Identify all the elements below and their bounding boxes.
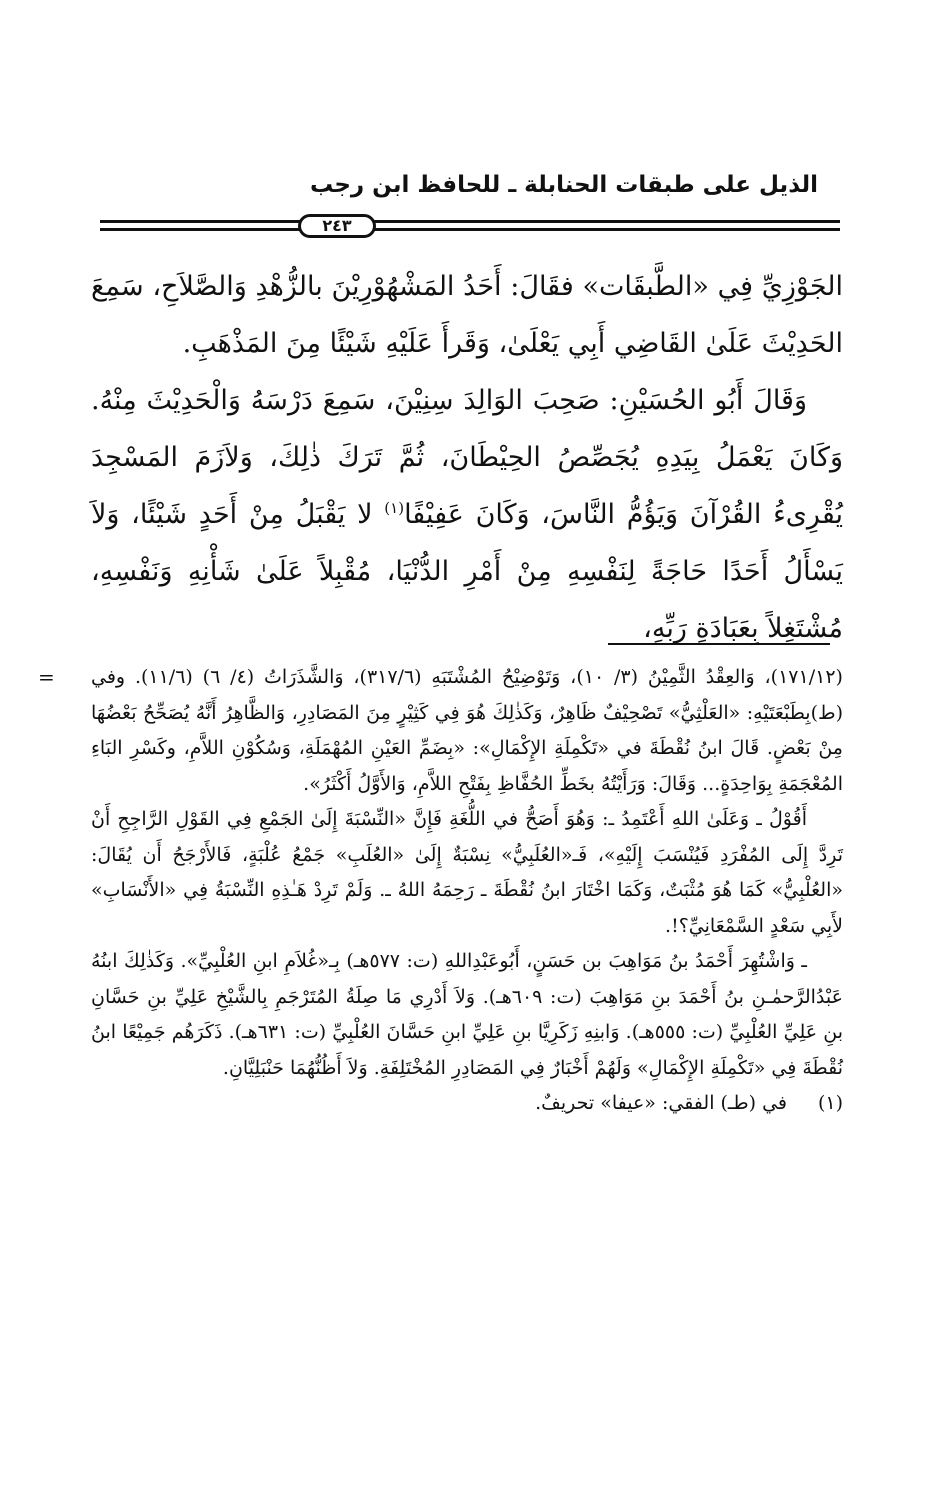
page-number: ٢٤٣	[298, 214, 376, 238]
footnote-separator	[608, 643, 830, 645]
footnote-reference: (١)	[384, 499, 405, 517]
continuation-marker: =	[38, 665, 55, 689]
header-rule	[100, 214, 840, 238]
footnote-note-text: في (طـ) الفقي: «عيفا» تحريفٌ.	[535, 1092, 787, 1114]
main-paragraph: الجَوْزِيِّ فِي «الطَّبقَات» فقَالَ: أَحَدُ المَشْهُوْرِيْنَ بالزُّهْدِ وَالصَّلاَحِ، سَمِعَ الحَدِيْثَ عَلَىٰ القَاضِي أَبِي يَعْلَىٰ، وَقَرأَ عَلَيْهِ شَيْئًا مِنَ المَذْهَبِ.	[91, 271, 843, 359]
footnote-number: (١)	[817, 1092, 843, 1114]
rule-line	[100, 220, 840, 223]
footnote-paragraph: (١٧١/١٢)، وَالعِقْدُ الثَّمِيْنُ (٣/ ١٠)، وَتَوْضِيْحُ المُشْتَبَهِ (٣١٧/٦)، وَالشَّذَرَاتُ (٤/ ٦) (١١/٦). وفي (ط)بِطَبْعَتَيْهِ: «العَلْثِيُّ» تَصْحِيْفٌ ظَاهِرٌ، وَكَذٰلِكَ هُوَ فِي كَثِيْرٍ مِنَ المَصَادِرِ، وَالظَّاهِرُ أَنَّهُ يُصَحِّحُ بَعْضُهَا مِنْ بَعْضٍ. قَالَ ابنُ نُقْطَةَ في «تَكْمِلَةِ الإِكْمَالِ»: «بِضَمِّ العَيْنِ المُهْمَلَةِ، وَسُكُوْنِ اللاَّمِ، وكَسْرِ البَاءِ المُعْجَمَةِ بِوَاحِدَةٍ... وَقَالَ: وَرَأَيْتُهُ بخَطِّ الحُفَّاظِ بِفَتْحِ اللاَّمِ، وَالأَوَّلُ أَكْثَرُ».	[91, 666, 843, 795]
main-text-segment: لا يَقْبَلُ مِنْ أَحَدٍ شَيْئًا، وَلاَ يَسْأَلُ أَحَدًا حَاجَةً لِنَفْسِهِ مِنْ أَمْرِ الدُّنْيَا، مُقْبِلاً عَلَىٰ شَأْنِهِ وَنَفْسِهِ، مُشْتَغِلاً بِعَبَادَةِ رَبِّهِ،	[91, 499, 843, 644]
main-paragraph	[91, 372, 843, 657]
running-title: الذيل على طبقات الحنابلة ـ للحافظ ابن رجب	[309, 172, 818, 198]
main-text	[91, 258, 843, 657]
footnote-note	[91, 1086, 843, 1122]
footnote-paragraph: ـ وَاشْتُهِرَ أَحْمَدُ بنُ مَوَاهِبَ بن حَسَنٍ، أَبُوعَبْدِاللهِ (ت: ٥٧٧هـ) بِـ«غُلاَمِ ابنِ العُلْبِيِّ». وَكَذٰلِكَ ابنُهُ عَبْدُالرَّحمٰـنِ بنُ أَحْمَدَ بنِ مَوَاهِبَ (ت: ٦٠٩هـ). وَلاَ أَدْرِي مَا صِلَةُ المُتَرْجَمِ بِالشَّيْخِ عَلِيِّ بنِ حَسَّانِ بنِ عَلِيِّ العُلْبِيِّ (ت: ٥٥٥هـ). وَابنِهِ زَكَرِيَّا بنِ عَلِيِّ ابنِ حَسَّانَ العُلْبِيِّ (ت: ٦٣١هـ). ذَكَرَهُم جَمِيْعًا ابنُ نُقْطَةَ فِي «تَكْمِلَةِ الإِكْمَالِ» وَلَهُمْ أَخْبَارٌ فِي المَصَادِرِ المُخْتَلِفَةِ. وَلاَ أَظُنُّهُمَا حَنْبَلِيَّانِ.	[91, 950, 843, 1079]
footnotes	[91, 660, 843, 1122]
rule-line	[100, 228, 840, 231]
main-text-segment: وَقَالَ أَبُو الحُسَيْنِ: صَحِبَ الوَالِدَ سِنِيْنَ، سَمِعَ دَرْسَهُ وَالْحَدِيْثَ مِنْهُ. وَكَانَ يَعْمَلُ بِيَدِهِ يُجَصِّصُ الحِيْطَانَ، ثُمَّ تَرَكَ ذٰلِكَ، وَلاَزَمَ المَسْجِدَ يُقْرِىءُ القُرْآنَ وَيَؤُمُّ النَّاسَ، وَكَانَ عَفِيْفًا	[91, 385, 843, 530]
footnote-paragraph: أَقُوْلُ ـ وَعَلَىٰ اللهِ أَعْتَمِدُ ـ: وَهُوَ أَصَحُّ في اللُّغَةِ فَإِنَّ «النِّسْبَةَ إِلَىٰ الجَمْعِ فِي القَوْلِ الرَّاجِحِ أَنْ تَرِدَّ إِلَى المُفْرَدِ فَيُنْسَبَ إِلَيْهِ»، فَـ«العُلَبِيُّ» نِسْبَةٌ إِلَىٰ «العُلَبِ» جَمْعُ عُلْبَةٍ، فَالأَرْجَحُ أَن يُقَالَ: «العُلْبِيُّ» كَمَا هُوَ مُثْبَتٌ، وَكَمَا اخْتَارَ ابنُ نُقْطَةَ ـ رَحِمَهُ اللهُ ـ. وَلَمْ تَرِدْ هَـٰذِهِ النِّسْبَةُ فِي «الأَنْسَابِ» لأَبِي سَعْدٍ السَّمْعَانِيِّ؟!.	[91, 808, 843, 937]
